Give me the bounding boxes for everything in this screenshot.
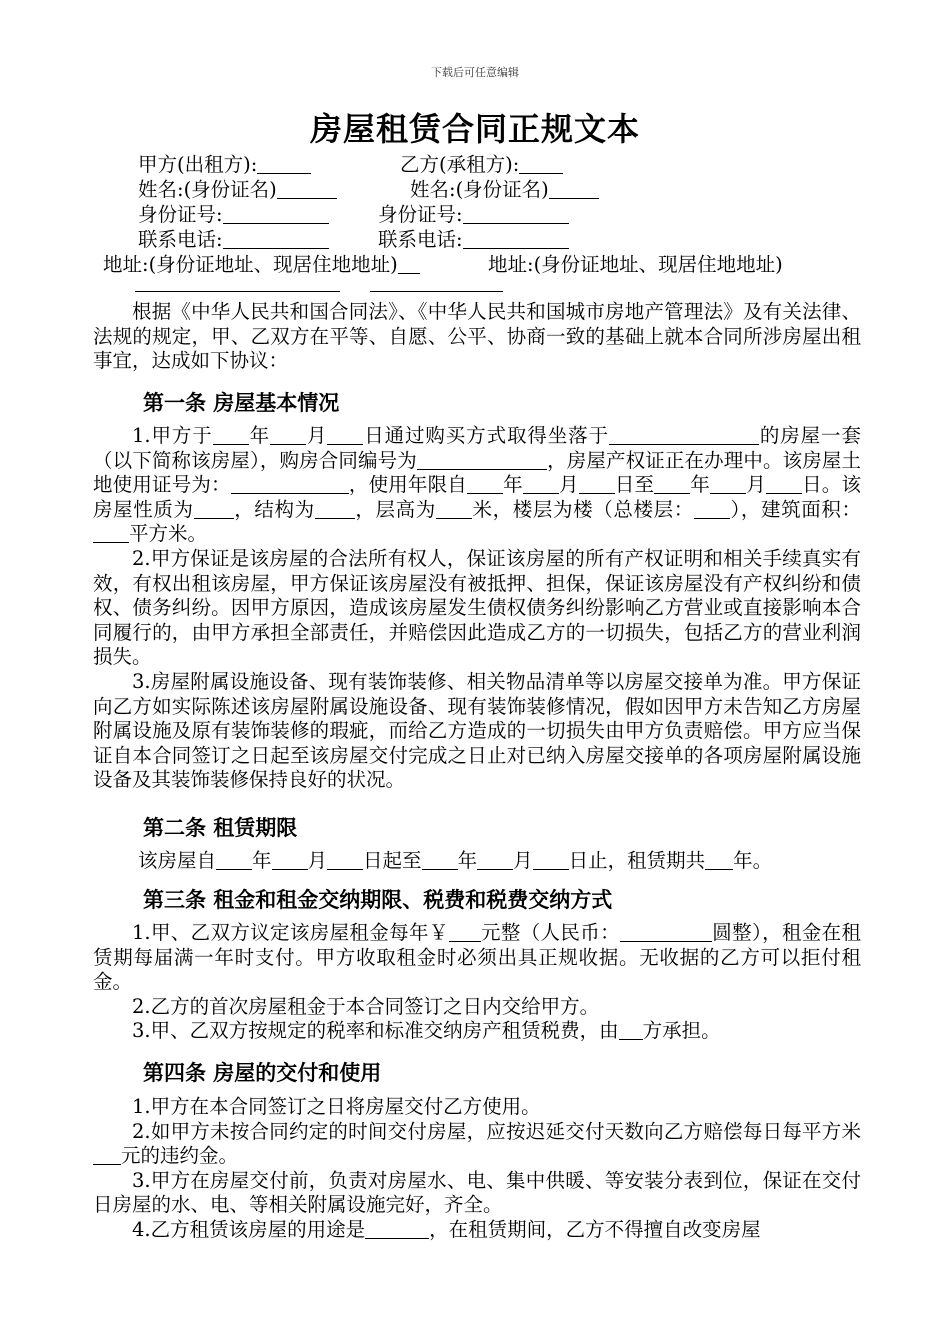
- fill-in-blank[interactable]: [609, 424, 759, 445]
- fill-in-blank[interactable]: [449, 921, 481, 942]
- text-fragment: 甲方(出租方):: [138, 153, 258, 176]
- text-fragment: 圆整），租金在租赁期每届满一年时支付。甲方收取租金时必须出具正规收据。无收据的乙方可以拒付租金。: [93, 921, 861, 994]
- text-fragment: 的房屋一套（以下简称该房屋），购房合同编号为: [93, 424, 861, 472]
- phone-a-label: [138, 227, 329, 252]
- phone-b-label: [378, 227, 569, 252]
- section-3-heading: 第三条 租金和租金交纳期限、税费和税费交纳方式: [143, 887, 613, 912]
- text-fragment: 1.甲、乙双方议定该房屋租金每年￥: [132, 921, 449, 944]
- text-fragment: 日止，租赁期共: [568, 849, 706, 872]
- address-b-line[interactable]: [370, 291, 503, 292]
- fill-in-blank[interactable]: [93, 522, 129, 543]
- text-fragment: 月: [306, 424, 328, 447]
- text-fragment: 年: [690, 473, 711, 497]
- id-b-label: [378, 202, 569, 227]
- fill-in-blank[interactable]: [272, 849, 308, 870]
- fill-in-blank[interactable]: [579, 473, 615, 494]
- section-3-item-3: [93, 1019, 861, 1044]
- fill-in-blank[interactable]: [315, 498, 355, 519]
- section-1-item-3: 3.房屋附属设施设备、现有装饰装修、相关物品清单等以房屋交接单为准。甲方保证向乙方如实际陈述该房屋附属设施设备、现有装饰装修情况，假如因甲方未告知乙方房屋附属设施及原有装饰装修的瑕疵，而给乙方造成的一切损失由甲方负责赔偿。甲方应当保证自本合同签订之日起至该房屋交付完成之日止对已纳入房屋交接单的各项房屋附属设施设备及其装饰装修保持良好的状况。: [93, 669, 861, 792]
- section-1-heading: 第一条 房屋基本情况: [143, 390, 340, 415]
- party-a-blank[interactable]: [257, 153, 311, 174]
- party-b-blank[interactable]: [519, 153, 563, 174]
- fill-in-blank[interactable]: [477, 849, 513, 870]
- fill-in-blank[interactable]: [93, 1144, 121, 1165]
- section-4-body: [93, 1095, 861, 1243]
- fill-in-blank[interactable]: [710, 473, 746, 494]
- address-b-label: [488, 252, 783, 277]
- fill-in-blank[interactable]: [422, 849, 458, 870]
- fill-in-blank[interactable]: [270, 424, 306, 445]
- party-a-label: [138, 152, 311, 177]
- name-b-blank[interactable]: [549, 178, 599, 199]
- text-fragment: 身份证号:: [378, 203, 463, 226]
- address-a-line[interactable]: [135, 291, 340, 292]
- section-1-body: [93, 424, 861, 793]
- text-fragment: 平方米。: [129, 522, 208, 546]
- fill-in-blank[interactable]: [365, 1218, 429, 1239]
- fill-in-blank[interactable]: [533, 849, 569, 870]
- fill-in-blank[interactable]: [766, 473, 802, 494]
- text-fragment: 年: [248, 424, 270, 447]
- text-fragment: ，在租赁期间，乙方不得擅自改变房屋: [429, 1217, 761, 1241]
- section-4-item-2: [93, 1120, 861, 1169]
- fill-in-blank[interactable]: [694, 498, 730, 519]
- text-fragment: 身份证号:: [138, 203, 223, 226]
- text-fragment: 姓名:(身份证名): [138, 178, 277, 201]
- fill-in-blank[interactable]: [194, 498, 234, 519]
- section-3-item-2: 2.乙方的首次房屋租金于本合同签订之日内交给甲方。: [132, 994, 600, 1018]
- text-fragment: 日通过购买方式取得坐落于: [363, 424, 609, 447]
- text-fragment: ，结构为: [233, 497, 315, 521]
- section-1-item-1: [93, 424, 861, 547]
- header-note: 下载后可任意编辑: [431, 66, 519, 79]
- intro-paragraph: 根据《中华人民共和国合同法》、《中华人民共和国城市房地产管理法》及有关法律、法规的规定，甲、乙双方在平等、自愿、公平、协商一致的基础上就本合同所涉房屋出租事宜，达成如下协议：: [93, 300, 861, 373]
- fill-in-blank[interactable]: [231, 473, 349, 494]
- section-3-item-1: [93, 921, 861, 995]
- text-fragment: 1.甲方于: [132, 424, 213, 447]
- text-fragment: 年: [457, 849, 478, 872]
- text-fragment: ，使用年限自: [348, 473, 467, 497]
- text-fragment: 该房屋自: [138, 849, 217, 872]
- text-fragment: 元整（人民币：: [480, 921, 620, 944]
- text-fragment: 年。: [733, 849, 773, 872]
- section-2-heading: 第二条 租赁期限: [143, 815, 298, 840]
- name-b-label: [410, 177, 599, 202]
- fill-in-blank[interactable]: [654, 473, 690, 494]
- text-fragment: 姓名:(身份证名): [410, 178, 549, 201]
- phone-a-blank[interactable]: [223, 228, 329, 249]
- text-fragment: 日起至: [363, 849, 422, 872]
- fill-in-blank[interactable]: [436, 498, 472, 519]
- section-2-body: [138, 848, 772, 873]
- text-fragment: 年: [502, 473, 523, 497]
- name-a-blank[interactable]: [277, 178, 337, 199]
- fill-in-blank[interactable]: [417, 449, 547, 470]
- text-fragment: 2.如甲方未按合同约定的时间交付房屋，应按迟延交付天数向乙方赔偿每日每平方米: [132, 1119, 861, 1143]
- text-fragment: 米，楼层为楼（总楼层：: [471, 497, 694, 521]
- text-fragment: 月: [558, 473, 579, 497]
- document-title: 房屋租赁合同正规文本: [309, 110, 640, 148]
- fill-in-blank[interactable]: [327, 849, 363, 870]
- id-b-blank[interactable]: [463, 203, 569, 224]
- text-fragment: 联系电话:: [378, 228, 463, 251]
- fill-in-blank[interactable]: [213, 424, 249, 445]
- address-a-label: [103, 252, 420, 277]
- text-fragment: 联系电话:: [138, 228, 223, 251]
- phone-b-blank[interactable]: [463, 228, 569, 249]
- text-fragment: 地址:(身份证地址、现居住地地址): [488, 253, 783, 276]
- id-a-label: [138, 202, 329, 227]
- section-4-item-1: 1.甲方在本合同签订之日将房屋交付乙方使用。: [132, 1095, 541, 1118]
- text-fragment: 方承担。: [642, 1019, 721, 1043]
- text-fragment: 地址:(身份证地址、现居住地地址): [103, 253, 398, 276]
- fill-in-blank[interactable]: [523, 473, 559, 494]
- section-1-item-2: 2.甲方保证是该房屋的合法所有权人，保证该房屋的所有产权证明和相关手续真实有效，有权出租该房屋，甲方保证该房屋没有被抵押、担保，保证该房屋没有产权纠纷和债权、债务纠纷。因甲方原因，造成该房屋发生债权债务纠纷影响乙方营业或直接影响本合同履行的，由甲方承担全部责任，并赔偿因此造成乙方的一切损失，包括乙方的营业利润损失。: [93, 546, 861, 669]
- text-fragment: 年: [252, 849, 272, 872]
- section-4-item-4: [93, 1218, 861, 1243]
- text-fragment: 元的违约金。: [121, 1144, 239, 1168]
- text-fragment: ，层高为: [354, 497, 436, 521]
- fill-in-blank[interactable]: [620, 921, 712, 942]
- party-b-label: [400, 152, 563, 177]
- section-4-item-3: 3.甲方在房屋交付前，负责对房屋水、电、集中供暖、等安装分表到位，保证在交付日房屋的水、电、等相关附属设施完好，齐全。: [93, 1168, 861, 1217]
- fill-in-blank[interactable]: [705, 849, 733, 870]
- text-fragment: ，房屋产权证正在办理中。该房屋土地使用证号为：: [93, 448, 861, 497]
- text-fragment: 月: [307, 849, 328, 872]
- text-fragment: 月: [746, 473, 766, 497]
- section-4-heading: 第四条 房屋的交付和使用: [143, 1060, 382, 1085]
- address-a-blank[interactable]: [398, 253, 420, 274]
- fill-in-blank[interactable]: [327, 424, 363, 445]
- fill-in-blank[interactable]: [216, 849, 252, 870]
- section-3-body: [93, 921, 861, 1044]
- text-fragment: 日至: [614, 473, 655, 497]
- text-fragment: ），建筑面积：: [729, 497, 861, 521]
- id-a-blank[interactable]: [223, 203, 329, 224]
- text-fragment: 4.乙方租赁该房屋的用途是: [132, 1217, 366, 1241]
- text-fragment: 日。该房屋性质为: [93, 473, 861, 521]
- name-a-label: [138, 177, 337, 202]
- text-fragment: 乙方(承租方):: [400, 153, 520, 176]
- fill-in-blank[interactable]: [467, 473, 503, 494]
- text-fragment: 3.甲、乙双方按规定的税率和标准交纳房产租赁税费，由: [132, 1019, 619, 1043]
- fill-in-blank[interactable]: [619, 1019, 643, 1040]
- text-fragment: 月: [513, 849, 533, 872]
